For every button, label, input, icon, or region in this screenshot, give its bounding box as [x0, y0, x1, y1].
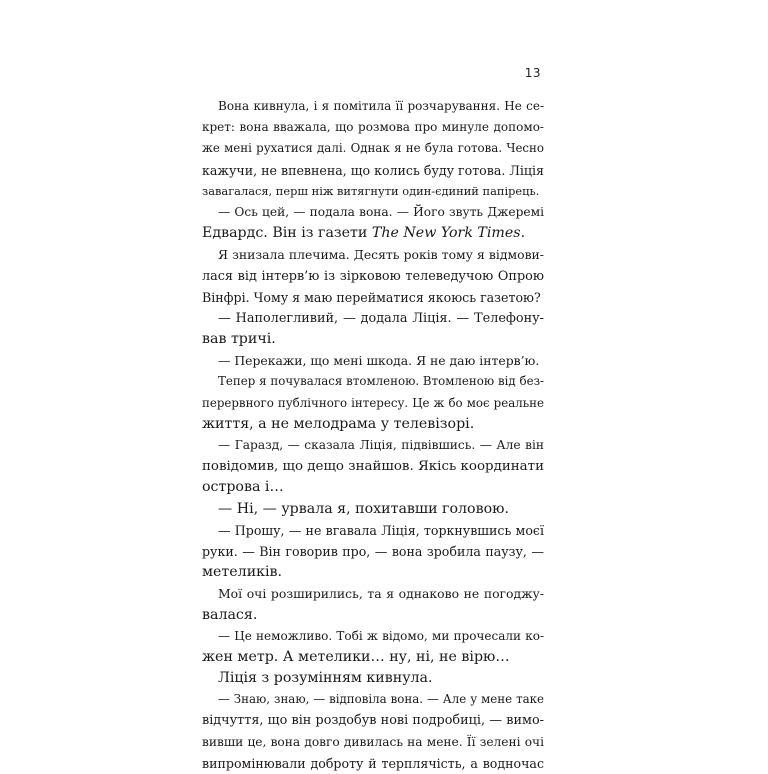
newspaper-title: The New York Times	[371, 225, 521, 242]
text-line	[202, 287, 544, 308]
page-number: 13	[524, 66, 541, 80]
text-line	[202, 753, 544, 774]
text-line-content: вивши це, вона довго дивилась на мене. Її зелені очі	[202, 734, 544, 749]
text-line-content: жен метр. А метелики… ну, ні, не вірю…	[202, 648, 510, 665]
body-text	[202, 96, 544, 774]
text-line-content: Я знизала плечима. Десять років тому я відмови-	[218, 247, 544, 263]
text-line	[202, 456, 544, 477]
text-line-content: острова і…	[202, 479, 284, 496]
text-line-content: життя, а не мелодрама у телевізорі.	[202, 415, 475, 432]
text-line-content: завагалася, перш ніж витягнути один-єдиний папірець.	[202, 183, 540, 198]
text-line-content: же мені рухатися далі. Однак я не була готова. Чесно	[202, 141, 544, 156]
text-line	[202, 160, 544, 181]
text-line	[202, 138, 544, 159]
text-line	[202, 393, 544, 414]
text-line-content: руки. — Він говорив про, — вона зробила паузу, —	[202, 543, 544, 559]
text-line	[202, 583, 544, 604]
text-line-content: повідомив, що дещо знайшов. Якісь координати	[202, 459, 544, 475]
text-line-content: лася від інтерв’ю із зірковою телеведучою Опрою	[202, 268, 544, 284]
text-line-content: Вона кивнула, і я помітила її розчарування. Не се-	[218, 99, 544, 113]
text-line	[202, 689, 544, 710]
text-line	[202, 202, 544, 223]
text-line-content: — Наполегливий, — додала Ліція. — Телефону-	[218, 310, 544, 326]
text-line	[202, 710, 544, 731]
text-line-content: перервного публічного інтересу. Це ж бо моє реальне	[202, 395, 544, 410]
text-line	[202, 541, 544, 562]
text-line	[202, 414, 544, 435]
text-line	[202, 477, 544, 498]
text-line-content: — Знаю, знаю, — відповіла вона. — Але у мене таке	[218, 692, 544, 707]
text-line-content: — Перекажи, що мені шкода. Я не даю інтерв’ю.	[218, 353, 540, 369]
text-line	[202, 117, 544, 138]
text-line-content: — Прошу, — не вгавала Ліція, торкнувшись моєї	[218, 522, 544, 538]
text-line	[202, 520, 544, 541]
text-line-content: Едвардс. Він із газети	[202, 225, 372, 242]
text-line-content: відчуття, що він роздобув нові подробиці, — вимо-	[202, 713, 544, 729]
text-line	[202, 435, 544, 456]
text-line-content: Ліція з розумінням кивнула.	[218, 670, 433, 687]
text-line-content: .	[520, 225, 526, 242]
text-line-content: — Це неможливо. Тобі ж відомо, ми прочесали ко-	[218, 628, 544, 643]
text-line-content: валася.	[202, 606, 258, 623]
text-line	[202, 350, 544, 371]
text-line	[202, 181, 544, 202]
text-line-content: — Гаразд, — сказала Ліція, підвівшись. — Але він	[218, 438, 544, 452]
text-line-content: кажучи, не впевнена, що колись буду готова. Ліція	[202, 162, 544, 178]
text-line-content: — Ось цей, — подала вона. — Його звуть Джеремі	[218, 204, 544, 219]
text-line	[202, 732, 544, 753]
text-line-content: метеликів.	[202, 564, 283, 581]
text-line	[202, 223, 544, 244]
text-line	[202, 308, 544, 329]
text-line-content: Тепер я почувалася втомленою. Втомленою від без-	[218, 374, 544, 389]
text-line	[202, 626, 544, 647]
text-line-content: — Ні, — урвала я, похитавши головою.	[218, 500, 509, 517]
text-line-content: Мої очі розширились, та я однаково не погоджу-	[218, 586, 544, 602]
text-line	[202, 96, 544, 117]
text-line	[202, 499, 544, 520]
text-line	[202, 244, 544, 265]
text-line	[202, 647, 544, 668]
text-line	[202, 562, 544, 583]
text-line	[202, 605, 544, 626]
text-line	[202, 371, 544, 392]
text-line	[202, 266, 544, 287]
text-line-content: випромінювали доброту й терплячість, а водночас	[202, 755, 544, 771]
text-line-content: крет: вона вважала, що розмова про минуле допомо-	[202, 120, 544, 135]
text-line	[202, 329, 544, 350]
text-line-content: вав тричі.	[202, 331, 276, 348]
text-line	[202, 668, 544, 689]
text-line-content: Вінфрі. Чому я маю перейматися якоюсь газетою?	[202, 289, 541, 305]
